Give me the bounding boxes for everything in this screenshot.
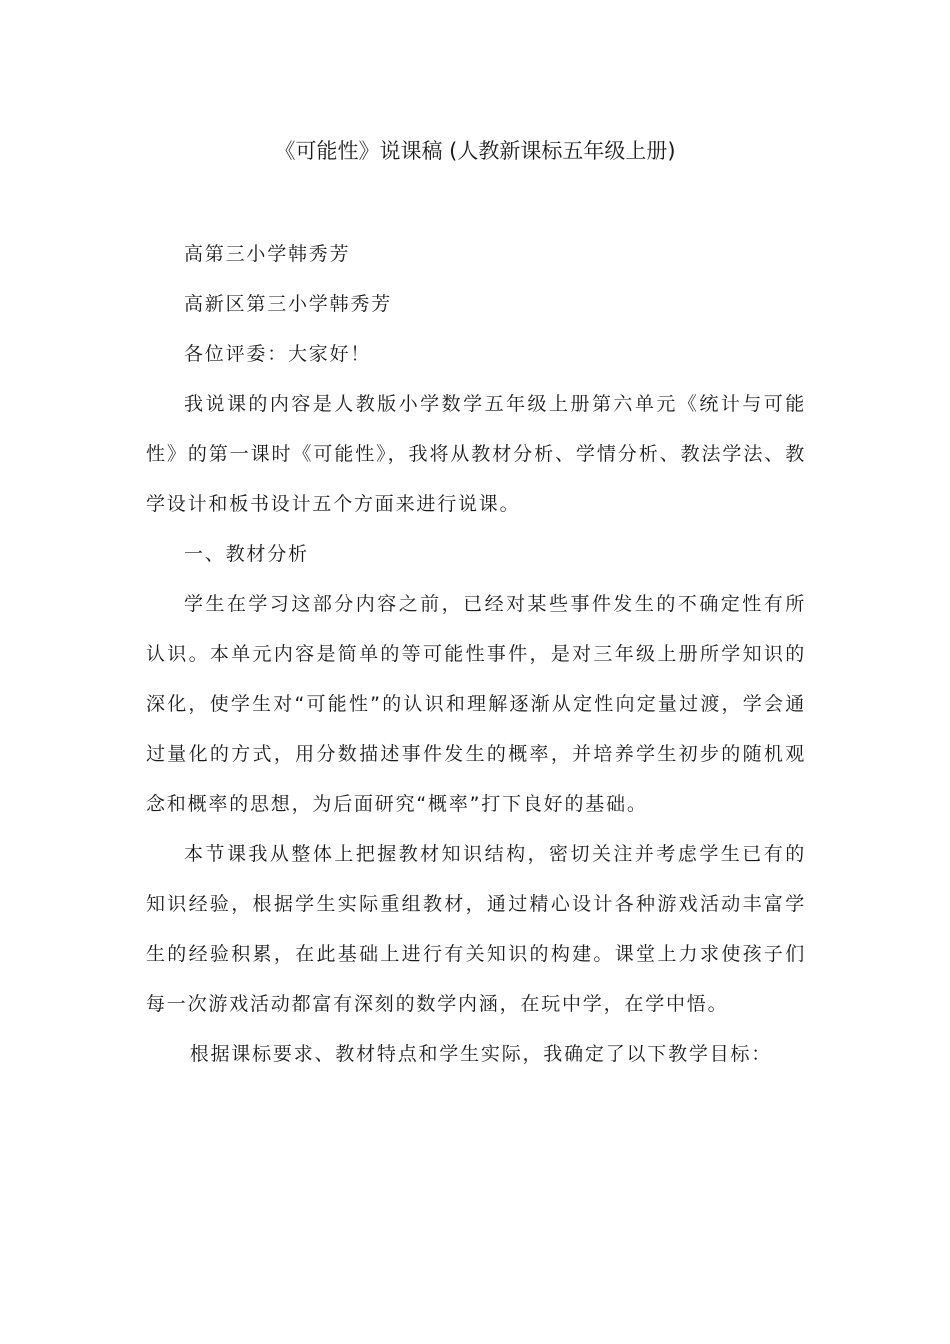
textbook-analysis-paragraph-2: 本节课我从整体上把握教材知识结构，密切关注并考虑学生已有的知识经验，根据学生实际重组教材，通过精心设计各种游戏活动丰富学生的经验积累，在此基础上进行有关知识的构建。课堂上力求使孩子们每一次游戏活动都富有深刻的数学内涵，在玩中学，在学中悟。 bbox=[146, 843, 806, 1015]
author-line-full: 高新区第三小学韩秀芳 bbox=[184, 293, 393, 315]
section-heading-textbook-analysis: 一、教材分析 bbox=[184, 543, 309, 565]
greeting: 各位评委：大家好！ bbox=[184, 343, 372, 365]
textbook-analysis-paragraph-1: 学生在学习这部分内容之前，已经对某些事件发生的不确定性有所认识。本单元内容是简单的等可能性事件，是对三年级上册所学知识的深化，使学生对“可能性”的认识和理解逐渐从定性向定量过渡，学会通过量化的方式，用分数描述事件发生的概率，并培养学生初步的随机观念和概率的思想，为后面研究“概率”打下良好的基础。 bbox=[146, 593, 806, 815]
teaching-goals-intro: 根据课标要求、教材特点和学生实际，我确定了以下教学目标： bbox=[189, 1043, 773, 1065]
document-body bbox=[146, 229, 806, 1079]
intro-paragraph: 我说课的内容是人教版小学数学五年级上册第六单元《统计与可能性》的第一课时《可能性》，我将从教材分析、学情分析、教法学法、教学设计和板书设计五个方面来进行说课。 bbox=[146, 393, 806, 515]
author-line-short: 高第三小学韩秀芳 bbox=[184, 243, 351, 265]
document-title: 《可能性》说课稿 (人教新课标五年级上册) bbox=[274, 139, 676, 163]
